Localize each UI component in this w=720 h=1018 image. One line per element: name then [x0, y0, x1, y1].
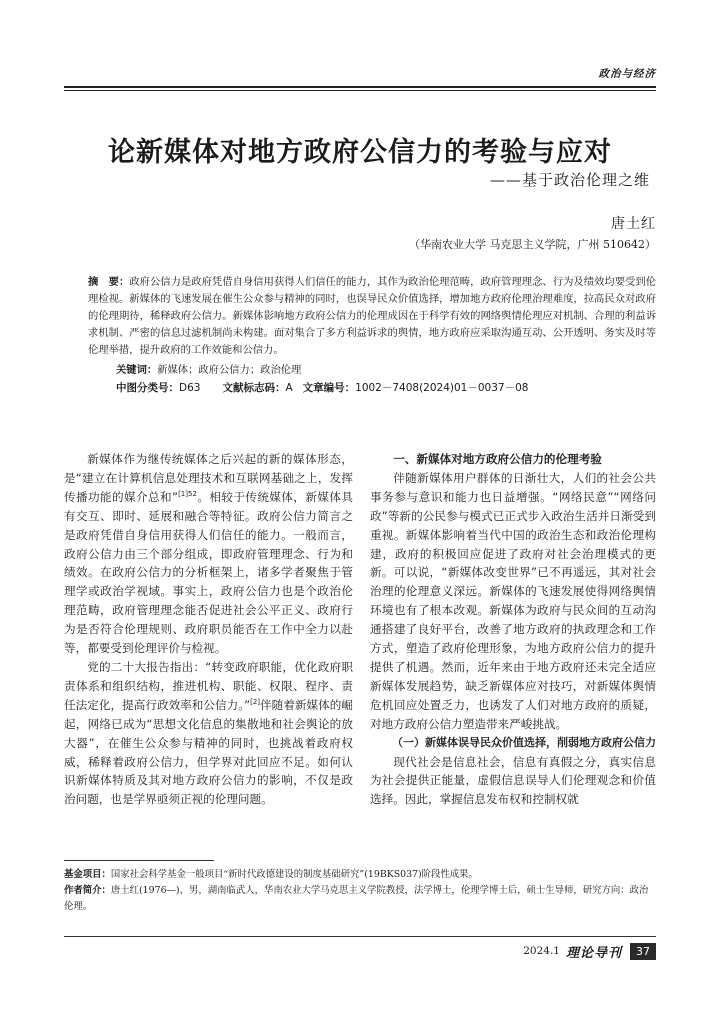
- bio-text: 唐土红(1976—)，男，湖南临武人，华南农业大学马克思主义学院教授，法学博士，伦理学博士后，硕士生导师，研究方向：政治伦理。: [64, 885, 649, 912]
- subsection-heading: （一）新媒体误导民众价值选择，削弱地方政府公信力: [392, 735, 656, 749]
- paragraph-text: 伴随着新媒体的崛起，网络已成为“思想文化信息的集散地和社会舆论的放大器”，在催生公众参与精神的同时，也挑战着政府权威，稀释着政府公信力，但学界对此回应不足。如何认识新媒体特质及其对地方政府公信力的影响，不仅是政治问题，也是学界亟须正视的伦理问题。: [64, 697, 353, 807]
- keywords-text: 新媒体；政府公信力；政治伦理: [157, 364, 302, 376]
- section-tag: 政治与经济: [598, 68, 656, 80]
- footer-rule: [64, 936, 656, 937]
- author-bio: [64, 883, 656, 915]
- header-rule: [64, 86, 656, 88]
- doc-code-label: 文献标志码：: [222, 382, 286, 394]
- footnote-rule: [64, 860, 214, 861]
- keywords: [116, 361, 301, 376]
- body-paragraph: [64, 658, 353, 809]
- bio-label: 作者简介：: [64, 885, 111, 896]
- section-heading: 一、新媒体对地方政府公信力的伦理考验: [393, 452, 602, 466]
- fund-note: [64, 867, 656, 883]
- doc-code-value: A: [285, 382, 293, 394]
- author-name: 唐土红: [611, 216, 656, 232]
- keywords-label: 关键词：: [116, 364, 158, 376]
- page-number: 37: [630, 943, 656, 960]
- citation: [1]52: [178, 489, 197, 498]
- body-column-left: [64, 450, 353, 809]
- body-paragraph: 现代社会是信息社会，信息有真假之分，真实信息为社会提供正能量，虚假信息误导人们伦理观念和价值选择。因此，掌握信息发布权和控制权就: [370, 754, 656, 807]
- fund-text: 国家社会科学基金一般项目“新时代政德建设的制度基础研究”(19BKS037)阶段性成果。: [110, 869, 478, 880]
- article-title: 论新媒体对地方政府公信力的考验与应对: [108, 137, 612, 168]
- header-rule-thin: [64, 90, 656, 91]
- article-subtitle: ——基于政治伦理之维: [489, 171, 650, 189]
- abstract: [88, 274, 656, 359]
- issue-number: 2024.1: [523, 945, 560, 957]
- page-footer: [523, 942, 656, 960]
- fund-label: 基金项目：: [64, 869, 111, 880]
- clc-value: D63: [179, 382, 201, 394]
- abstract-text: 政府公信力是政府凭借自身信用获得人们信任的能力，其作为政治伦理范畴，政府管理理念、行为及绩效均要受到伦理检视。新媒体的飞速发展在催生公众参与精神的同时，也误导民众价值选择，增加地方政府伦理治理难度，拉高民众对政府的伦理期待，稀释政府公信力。新媒体影响地方政府公信力的伦理成因在于科学有效的网络舆情伦理应对机制、合理的利益诉求机制、严密的信息过滤机制尚未构建。面对集合了多方利益诉求的舆情，地方政府应采取沟通互动、公开透明、务实及时等伦理举措，提升政府的工作效能和公信力。: [88, 276, 656, 356]
- paragraph-text: 党的二十大报告指出：“转变政府职能，优化政府职责体系和组织结构，推进机构、职能、权限、程序、责任法定化，提高行政效率和公信力。”: [64, 659, 353, 712]
- body-column-right: [370, 450, 656, 809]
- paragraph-text: 新媒体作为继传统媒体之后兴起的新的媒体形态，是“建立在计算机信息处理技术和互联网基础之上，发挥传播功能的媒介总和”: [64, 452, 353, 504]
- body-paragraph: 伴随新媒体用户群体的日渐壮大，人们的社会公共事务参与意识和能力也日益增强。“网络民意”“网络问政”等新的公民参与模式已正式步入政治生活并日渐受到重视。新媒体影响着当代中国的政治生态和政治伦理构建，政府的积极回应促进了政府对社会治理模式的更新。可以说，“新媒体改变世界”已不再遥远，其对社会治理的伦理意义深远。新媒体的飞速发展使得网络舆情环境也有了根本改观。新媒体为政府与民众间的互动沟通搭建了良好平台，改善了地方政府的执政理念和工作方式，塑造了政府伦理形象，为地方政府公信力的提升提供了机遇。然而，近年来由于地方政府还未完全适应新媒体发展趋势，缺乏新媒体应对技巧，对新媒体舆情危机回应处置乏力，也诱发了人们对地方政府的质疑，对地方政府公信力塑造带来严峻挑战。: [370, 470, 656, 731]
- author-affiliation: （华南农业大学 马克思主义学院，广州 510642）: [409, 238, 656, 251]
- clc-label: 中图分类号：: [116, 382, 179, 394]
- paragraph-text: 。相较于传统媒体，新媒体具有交互、即时、延展和融合等特征。政府公信力简言之是政府凭借自身信用获得人们信任的能力。一般而言，政府公信力由三个部分组成，即政府管理理念、行为和绩效。在政府公信力的分析框架上，诸多学者聚焦于管理学或政治学视域。事实上，政府公信力也是个政治伦理范畴，政府管理理念能否促进社会公平正义、政府行为是否符合伦理规则、政府职员能否在工作中全力以赴等，都要受到伦理评价与检视。: [64, 489, 353, 656]
- citation: [2]: [250, 697, 261, 706]
- footnote: [64, 867, 656, 915]
- journal-name: 理论导刊: [565, 945, 622, 961]
- body-paragraph: [64, 450, 353, 658]
- article-number-value: 1002－7408(2024)01－0037－08: [355, 382, 529, 394]
- abstract-label: 摘 要：: [88, 276, 130, 288]
- classification-line: [116, 380, 528, 395]
- article-number-label: 文章编号：: [302, 382, 356, 394]
